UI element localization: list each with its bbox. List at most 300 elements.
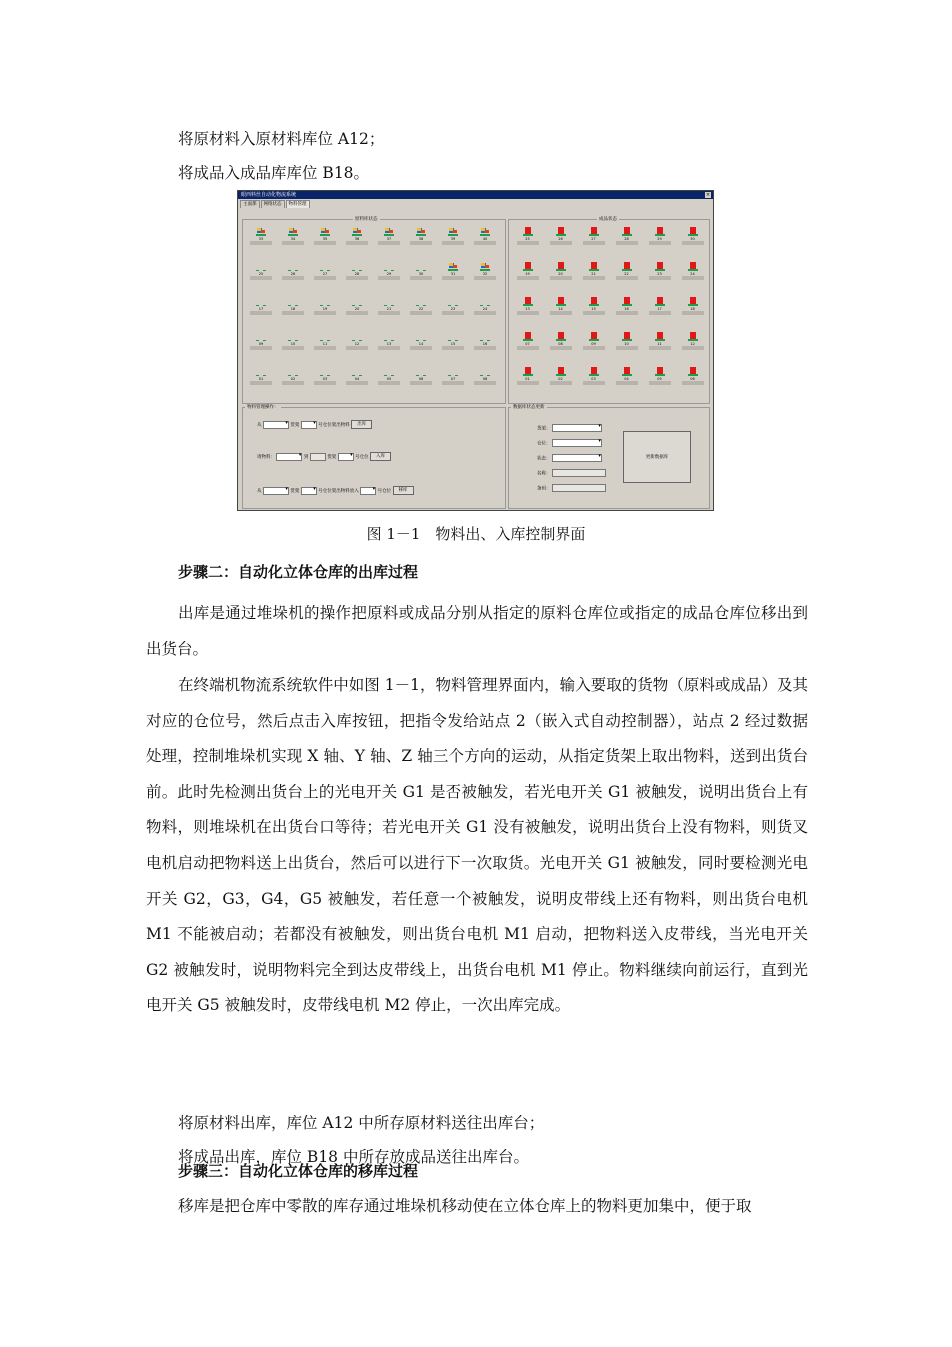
op3-target-select[interactable]	[360, 487, 376, 495]
slot-number: 26	[290, 272, 296, 276]
slot-status-bar	[346, 311, 368, 315]
slot-status-bar	[682, 381, 704, 385]
raw-slot[interactable]	[277, 366, 309, 401]
slot-status-bar	[517, 346, 539, 350]
slot-number: 06	[690, 377, 695, 381]
slot-number: 07	[525, 342, 530, 346]
slot-status-bar	[583, 381, 605, 385]
slot-number: 40	[482, 237, 488, 241]
product-box-icon	[654, 366, 666, 377]
close-icon[interactable]: ×	[705, 192, 711, 198]
op2-text: 号仓位	[355, 455, 369, 460]
raw-slot[interactable]	[341, 331, 373, 366]
raw-slot[interactable]	[405, 226, 437, 261]
raw-material-icon	[255, 226, 267, 237]
empty-slot-icon	[447, 366, 459, 377]
raw-slot[interactable]	[341, 226, 373, 261]
raw-slot[interactable]	[469, 296, 501, 331]
empty-slot-icon	[255, 261, 267, 272]
raw-material-icon	[383, 226, 395, 237]
slot-number: 18	[290, 307, 296, 311]
slot-status-bar	[282, 276, 304, 280]
empty-slot-icon	[319, 296, 331, 307]
raw-slot[interactable]	[277, 226, 309, 261]
raw-slot[interactable]	[405, 296, 437, 331]
op1-lane-label: 货架	[290, 423, 300, 428]
empty-slot-icon	[255, 366, 267, 377]
op-out-row	[257, 420, 372, 429]
slot-status-bar	[649, 381, 671, 385]
product-box-icon	[522, 261, 534, 272]
slot-number: 03	[591, 377, 596, 381]
raw-material-icon	[447, 226, 459, 237]
update-label-state: 状态：	[537, 456, 551, 462]
op3-lane-select[interactable]	[263, 487, 289, 495]
empty-slot-icon	[415, 331, 427, 342]
slot-number: 11	[657, 342, 662, 346]
slot-status-bar	[583, 276, 605, 280]
product-slot[interactable]	[676, 366, 709, 401]
slot-number: 01	[525, 377, 530, 381]
product-slot[interactable]	[511, 366, 544, 401]
slot-number: 22	[418, 307, 424, 311]
raw-slot[interactable]	[437, 366, 469, 401]
slot-number: 11	[322, 342, 328, 346]
product-box-icon	[522, 366, 534, 377]
slot-number: 17	[258, 307, 264, 311]
slot-number: 23	[657, 272, 662, 276]
raw-slot[interactable]	[373, 261, 405, 296]
slot-number: 02	[558, 377, 563, 381]
update-label-slot: 仓位：	[537, 441, 551, 447]
slot-number: 37	[386, 237, 392, 241]
slot-status-bar	[550, 241, 572, 245]
slot-number: 05	[386, 377, 392, 381]
product-slot[interactable]	[544, 366, 577, 401]
slot-status-bar	[250, 276, 272, 280]
slot-number: 23	[450, 307, 456, 311]
op3-lane-label: 货架	[290, 489, 300, 494]
product-slot[interactable]	[676, 331, 709, 366]
slot-status-bar	[346, 241, 368, 245]
slot-number: 34	[290, 237, 296, 241]
product-slot[interactable]	[643, 331, 676, 366]
slot-status-bar	[474, 311, 496, 315]
slot-status-bar	[250, 311, 272, 315]
raw-slot-grid	[245, 226, 501, 401]
step2-paragraph-2: 在终端机物流系统软件中如图 1－1，物料管理界面内，输入要取的货物（原料或成品）及其对应的仓位号，然后点击入库按钮，把指令发给站点 2（嵌入式自动控制器），站点 2 经过数据处理，控制堆垛机实现 X 轴、Y 轴、Z 轴三个方向的运动，从指定货架上取出物料，送到出货台前。此时先检测出货台上的光电开关 G1 是否被触发，若光电开关 G1 被触发，说明出货台上有物料，则堆垛机在出货台口等待；若光电开关 G1 没有被触发，说明出货台上没有物料，则货叉电机启动把物料送上出货台，然后可以进行下一次取货。光电开关 G1 被触发，同时要检测光电开关 G2，G3，G4，G5 被触发，若任意一个被触发，说明皮带线上还有物料，则出货台电机 M1 不能被启动；若都没有被触发，则出货台电机 M1 启动，把物料送入皮带线，当光电开关 G2 被触发时，说明物料完全到达皮带线上，出货台电机 M1 停止。物料继续向前运行，直到光电开关 G5 被触发时，皮带线电机 M2 停止，一次出库完成。	[146, 676, 808, 1015]
product-slot[interactable]	[643, 226, 676, 261]
step3-heading: 步骤三：自动化立体仓库的移库过程	[178, 1162, 419, 1180]
slot-status-bar	[649, 241, 671, 245]
slot-number: 17	[657, 307, 662, 311]
product-box-icon	[654, 226, 666, 237]
empty-slot-icon	[255, 331, 267, 342]
step2-line-2: 将成品出库，库位 B18 中所存放成品送往出库台。	[178, 1148, 529, 1166]
slot-status-bar	[442, 311, 464, 315]
slot-status-bar	[378, 311, 400, 315]
empty-slot-icon	[287, 261, 299, 272]
figure-caption: 图 1－1 物料出、入库控制界面	[366, 525, 586, 543]
ops-title: 物料管理操作：	[247, 405, 279, 410]
product-slot[interactable]	[676, 226, 709, 261]
slot-number: 20	[558, 272, 563, 276]
op2-label: 请物料：	[257, 455, 275, 460]
empty-slot-icon	[415, 296, 427, 307]
raw-slot[interactable]	[405, 261, 437, 296]
product-slot[interactable]	[511, 331, 544, 366]
op2-lane-field[interactable]	[310, 453, 326, 461]
raw-slot[interactable]	[245, 366, 277, 401]
intro-line-2: 将成品入成品库库位 B18。	[178, 164, 370, 182]
empty-slot-icon	[383, 331, 395, 342]
empty-slot-icon	[319, 261, 331, 272]
slot-number: 33	[258, 237, 264, 241]
update-field-slot	[537, 439, 602, 447]
slot-number: 18	[690, 307, 695, 311]
raw-slot[interactable]	[405, 331, 437, 366]
product-box-icon	[654, 296, 666, 307]
slot-status-bar	[474, 381, 496, 385]
slot-number: 03	[322, 377, 328, 381]
slot-number: 10	[290, 342, 296, 346]
product-slot-grid	[511, 226, 709, 401]
slot-number: 13	[386, 342, 392, 346]
raw-slot[interactable]	[277, 296, 309, 331]
update-lane-select[interactable]	[552, 424, 602, 432]
raw-slot[interactable]	[309, 226, 341, 261]
product-box-icon	[588, 331, 600, 342]
slot-status-bar	[583, 241, 605, 245]
slot-status-bar	[410, 311, 432, 315]
slot-status-bar	[616, 276, 638, 280]
step2-heading: 步骤二：自动化立体仓库的出库过程	[178, 563, 419, 581]
tab-network[interactable]: 网络状态	[261, 200, 285, 208]
raw-slot[interactable]	[405, 366, 437, 401]
slot-status-bar	[682, 241, 704, 245]
op-move-row	[257, 486, 414, 495]
slot-number: 25	[258, 272, 264, 276]
slot-number: 02	[290, 377, 296, 381]
product-slot[interactable]	[544, 331, 577, 366]
op3-text2: 号仓位	[377, 489, 392, 494]
raw-slot[interactable]	[437, 261, 469, 296]
in-button[interactable]: 入库	[370, 452, 391, 461]
product-panel-title: 成品状态	[599, 217, 617, 222]
product-slot[interactable]	[544, 226, 577, 261]
step2-line-1: 将原材料出库，库位 A12 中所存原材料送往出库台；	[178, 1114, 545, 1132]
raw-slot[interactable]	[469, 261, 501, 296]
slot-status-bar	[282, 241, 304, 245]
product-slot[interactable]	[643, 366, 676, 401]
product-box-icon	[588, 296, 600, 307]
product-slot[interactable]	[610, 226, 643, 261]
update-label-lane: 货架：	[537, 426, 551, 432]
slot-number: 21	[591, 272, 596, 276]
window-titlebar	[238, 191, 713, 199]
raw-slot[interactable]	[437, 226, 469, 261]
op1-text: 号仓位架出物料	[318, 423, 350, 428]
product-slot[interactable]	[643, 296, 676, 331]
slot-status-bar	[250, 346, 272, 350]
slot-status-bar	[517, 381, 539, 385]
product-slot[interactable]	[511, 296, 544, 331]
raw-slot[interactable]	[373, 226, 405, 261]
update-field-name	[537, 469, 606, 477]
empty-slot-icon	[319, 366, 331, 377]
empty-slot-icon	[351, 296, 363, 307]
product-box-icon	[654, 261, 666, 272]
slot-number: 08	[558, 342, 563, 346]
op1-lane-select[interactable]	[263, 421, 289, 429]
slot-number: 27	[322, 272, 328, 276]
slot-status-bar	[583, 311, 605, 315]
slot-number: 14	[418, 342, 424, 346]
product-box-icon	[621, 366, 633, 377]
product-slot[interactable]	[511, 261, 544, 296]
empty-slot-icon	[351, 366, 363, 377]
raw-slot[interactable]	[373, 331, 405, 366]
product-slot[interactable]	[643, 261, 676, 296]
slot-number: 35	[322, 237, 328, 241]
op2-lane-label: 货架	[327, 455, 337, 460]
slot-status-bar	[282, 311, 304, 315]
product-box-icon	[588, 366, 600, 377]
move-button[interactable]: 移库	[393, 486, 414, 495]
slot-status-bar	[346, 381, 368, 385]
slot-status-bar	[583, 346, 605, 350]
raw-slot[interactable]	[277, 331, 309, 366]
product-box-icon	[687, 331, 699, 342]
update-field-state	[537, 454, 602, 462]
product-box-icon	[687, 296, 699, 307]
product-box-icon	[555, 296, 567, 307]
raw-slot[interactable]	[469, 331, 501, 366]
product-slot[interactable]	[676, 261, 709, 296]
raw-material-icon	[319, 226, 331, 237]
slot-status-bar	[474, 241, 496, 245]
slot-number: 19	[322, 307, 328, 311]
empty-slot-icon	[255, 296, 267, 307]
slot-status-bar	[282, 381, 304, 385]
out-button[interactable]: 出库	[351, 420, 372, 429]
raw-slot[interactable]	[277, 261, 309, 296]
raw-slot[interactable]	[373, 366, 405, 401]
empty-slot-icon	[479, 366, 491, 377]
product-slot[interactable]	[544, 261, 577, 296]
raw-material-icon	[415, 226, 427, 237]
raw-slot[interactable]	[309, 331, 341, 366]
update-db-button[interactable]: 更新数据库	[623, 431, 691, 483]
product-box-icon	[555, 226, 567, 237]
op3-from-label: 从	[257, 489, 262, 494]
slot-number: 30	[690, 237, 695, 241]
op1-from-label: 从	[257, 423, 262, 428]
raw-slot[interactable]	[245, 296, 277, 331]
product-slot[interactable]	[577, 366, 610, 401]
intro-line-1: 将原材料入原材料库位 A12；	[178, 130, 385, 148]
update-label-code: 条码：	[537, 486, 551, 492]
slot-status-bar	[442, 241, 464, 245]
slot-number: 30	[418, 272, 424, 276]
raw-slot[interactable]	[245, 226, 277, 261]
raw-slot[interactable]	[309, 296, 341, 331]
slot-number: 25	[525, 237, 530, 241]
slot-number: 28	[354, 272, 360, 276]
slot-number: 27	[591, 237, 596, 241]
slot-status-bar	[378, 346, 400, 350]
slot-status-bar	[517, 276, 539, 280]
slot-status-bar	[442, 346, 464, 350]
raw-slot[interactable]	[341, 366, 373, 401]
op2-material-select[interactable]	[276, 453, 302, 461]
op3-text: 号仓位架出物料放入	[318, 489, 359, 494]
tab-bar	[238, 200, 713, 208]
update-name-field[interactable]	[552, 469, 606, 477]
slot-status-bar	[682, 311, 704, 315]
empty-slot-icon	[447, 331, 459, 342]
product-warehouse-panel	[508, 219, 710, 404]
raw-slot[interactable]	[245, 331, 277, 366]
slot-number: 24	[690, 272, 695, 276]
product-slot[interactable]	[577, 331, 610, 366]
update-code-field[interactable]	[552, 484, 606, 492]
slot-number: 39	[450, 237, 456, 241]
slot-status-bar	[250, 241, 272, 245]
product-slot[interactable]	[577, 261, 610, 296]
product-slot[interactable]	[610, 296, 643, 331]
raw-slot[interactable]	[341, 296, 373, 331]
slot-status-bar	[649, 346, 671, 350]
slot-status-bar	[682, 346, 704, 350]
empty-slot-icon	[479, 296, 491, 307]
op1-slot-select[interactable]	[301, 421, 317, 429]
slot-status-bar	[682, 276, 704, 280]
slot-status-bar	[616, 381, 638, 385]
raw-slot[interactable]	[437, 296, 469, 331]
raw-material-icon	[287, 226, 299, 237]
empty-slot-icon	[287, 296, 299, 307]
slot-number: 10	[624, 342, 629, 346]
product-slot[interactable]	[544, 296, 577, 331]
slot-number: 31	[450, 272, 456, 276]
slot-number: 36	[354, 237, 360, 241]
slot-number: 16	[482, 342, 488, 346]
product-box-icon	[522, 226, 534, 237]
slot-number: 19	[525, 272, 530, 276]
slot-status-bar	[410, 276, 432, 280]
raw-slot[interactable]	[341, 261, 373, 296]
update-title: 数据库状态更新	[513, 405, 545, 410]
product-box-icon	[687, 226, 699, 237]
slot-status-bar	[550, 311, 572, 315]
raw-slot[interactable]	[373, 296, 405, 331]
slot-status-bar	[616, 311, 638, 315]
raw-material-icon	[351, 226, 363, 237]
slot-number: 24	[482, 307, 488, 311]
window-title: 眼西料丝自动化物流系统	[241, 192, 297, 198]
empty-slot-icon	[447, 296, 459, 307]
raw-slot[interactable]	[245, 261, 277, 296]
empty-slot-icon	[383, 296, 395, 307]
product-box-icon	[588, 226, 600, 237]
ops-panel	[242, 407, 506, 509]
raw-material-icon	[479, 226, 491, 237]
slot-number: 05	[657, 377, 662, 381]
product-slot[interactable]	[610, 261, 643, 296]
slot-status-bar	[442, 276, 464, 280]
op3-slot-select[interactable]	[301, 487, 317, 495]
slot-status-bar	[442, 381, 464, 385]
slot-status-bar	[474, 346, 496, 350]
raw-slot[interactable]	[469, 366, 501, 401]
slot-number: 09	[258, 342, 264, 346]
slot-number: 22	[624, 272, 629, 276]
step3-paragraph-1: 移库是把仓库中零散的库存通过堆垛机移动使在立体仓库上的物料更加集中，便于取	[178, 1197, 752, 1215]
raw-material-icon	[447, 261, 459, 272]
product-box-icon	[522, 331, 534, 342]
slot-status-bar	[517, 241, 539, 245]
slot-status-bar	[616, 241, 638, 245]
slot-number: 26	[558, 237, 563, 241]
update-state-select[interactable]	[552, 454, 602, 462]
tab-material[interactable]: 物料管理	[286, 200, 310, 208]
slot-status-bar	[410, 241, 432, 245]
product-slot[interactable]	[610, 366, 643, 401]
empty-slot-icon	[383, 366, 395, 377]
empty-slot-icon	[319, 331, 331, 342]
slot-number: 20	[354, 307, 360, 311]
step2-paragraph-1: 出库是通过堆垛机的操作把原料或成品分别从指定的原料仓库位或指定的成品仓库位移出到出货台。	[146, 604, 808, 658]
product-slot[interactable]	[511, 226, 544, 261]
raw-slot[interactable]	[309, 366, 341, 401]
product-box-icon	[555, 331, 567, 342]
raw-slot[interactable]	[469, 226, 501, 261]
slot-number: 06	[418, 377, 424, 381]
slot-status-bar	[649, 311, 671, 315]
empty-slot-icon	[287, 366, 299, 377]
slot-number: 08	[482, 377, 488, 381]
slot-status-bar	[346, 276, 368, 280]
product-slot[interactable]	[676, 296, 709, 331]
empty-slot-icon	[351, 261, 363, 272]
slot-number: 29	[657, 237, 662, 241]
op-in-row	[257, 452, 391, 461]
slot-number: 29	[386, 272, 392, 276]
slot-number: 16	[624, 307, 629, 311]
slot-number: 15	[591, 307, 596, 311]
slot-number: 15	[450, 342, 456, 346]
slot-status-bar	[474, 276, 496, 280]
empty-slot-icon	[415, 261, 427, 272]
product-slot[interactable]	[610, 331, 643, 366]
update-slot-select[interactable]	[552, 439, 602, 447]
empty-slot-icon	[479, 331, 491, 342]
raw-slot[interactable]	[309, 261, 341, 296]
raw-panel-title: 原料库状态	[355, 217, 378, 222]
slot-status-bar	[550, 276, 572, 280]
slot-status-bar	[314, 276, 336, 280]
product-slot[interactable]	[577, 296, 610, 331]
tab-main[interactable]: 主面那	[240, 200, 260, 208]
op2-slot-select[interactable]	[338, 453, 354, 461]
slot-status-bar	[410, 346, 432, 350]
raw-slot[interactable]	[437, 331, 469, 366]
product-slot[interactable]	[577, 226, 610, 261]
slot-status-bar	[314, 311, 336, 315]
slot-status-bar	[410, 381, 432, 385]
slot-number: 04	[624, 377, 629, 381]
